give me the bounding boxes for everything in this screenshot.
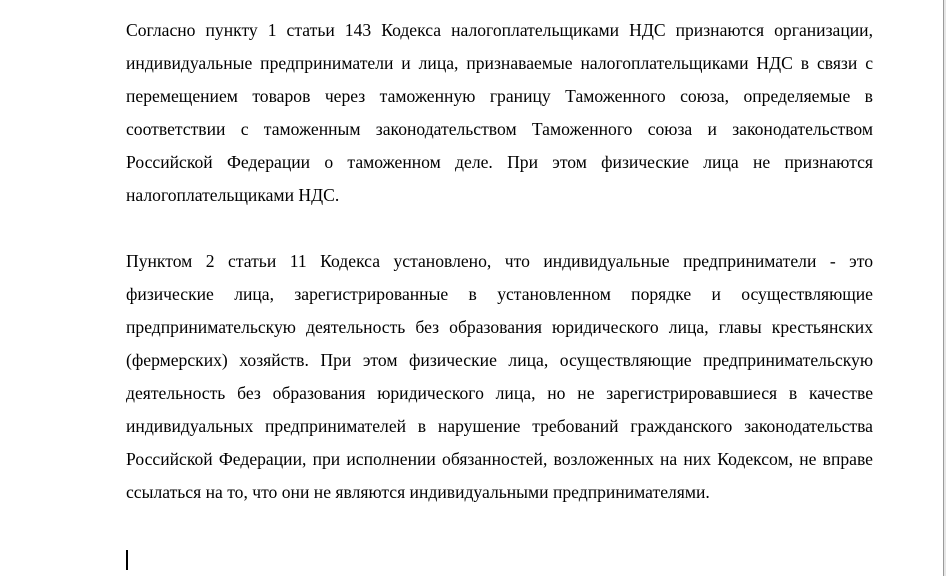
paragraph-taxpayers-vat[interactable]: Согласно пункту 1 статьи 143 Кодекса налогоплательщиками НДС признаются организации, индивидуальные предприниматели и лица, признаваемые налогоплательщиками НДС в связи с перемещением товаров через таможенную границу Таможенного союза, определяемые в соответствии с таможенным законодательством Таможенного союза и законодательством Российской Федерации о таможенном деле. При этом физические лица не признаются налогоплательщиками НДС. [126,20,873,205]
text-cursor [126,550,128,570]
empty-line [126,212,873,245]
document-body[interactable] [126,14,873,509]
paragraph-individual-entrepreneurs[interactable]: Пунктом 2 статьи 11 Кодекса установлено, что индивидуальные предприниматели - это физические лица, зарегистрированные в установленном порядке и осуществляющие предпринимательскую деятельность без образования юридического лица, главы крестьянских (фермерских) хозяйств. При этом физические лица, осуществляющие предпринимательскую деятельность без образования юридического лица, но не зарегистрировавшиеся в качестве индивидуальных предпринимателей в нарушение требований гражданского законодательства Российской Федерации, при исполнении обязанностей, возложенных на них Кодексом, не вправе ссылаться на то, что они не являются индивидуальными предпринимателями. [126,251,873,502]
